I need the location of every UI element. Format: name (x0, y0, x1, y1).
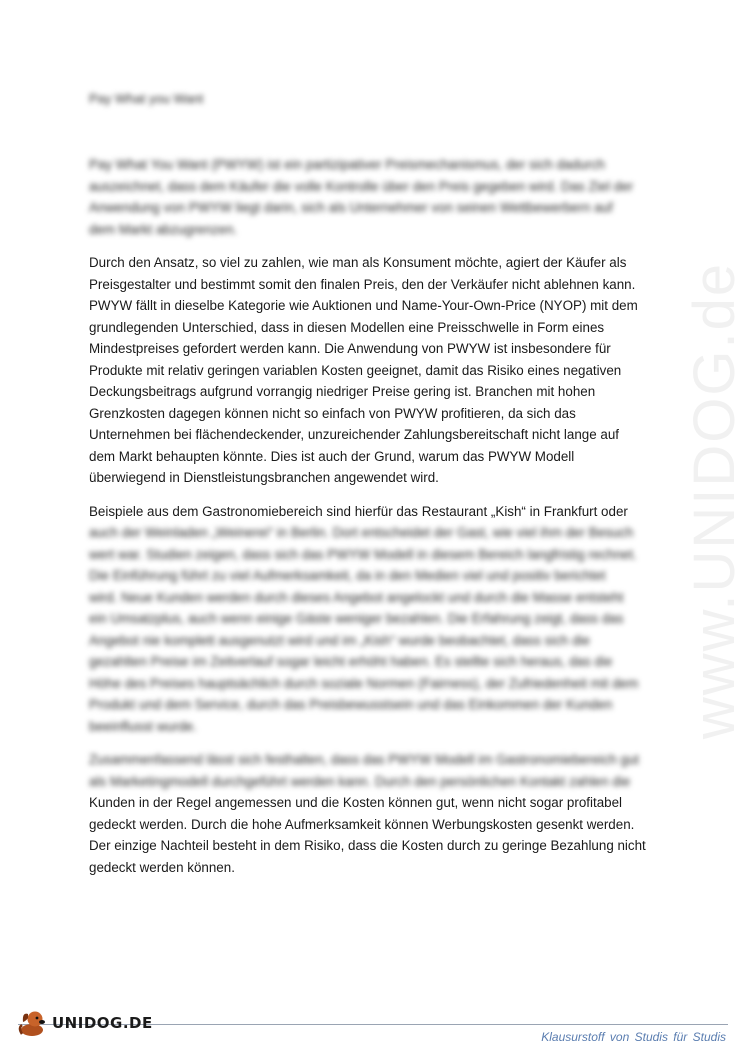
text-line: grundlegenden Unterschied, dass in diesen Modellen eine Preisschwelle in Form eines (89, 319, 605, 335)
text-line: Der einzige Nachteil besteht in dem Risiko, dass die Kosten durch zu geringe Bezahlung nicht (89, 838, 646, 853)
text-line: Kunden in der Regel angemessen und die Kosten können gut, wenn nicht sogar profitabel (89, 795, 623, 810)
document-heading: Pay What you Want (89, 91, 204, 106)
text-line: Mindestpreises gefordert werden kann. Die Anwendung von PWYW ist insbesondere für (89, 341, 611, 356)
text-line: gedeckt werden können. (89, 859, 235, 875)
watermark-text: www.UNIDOG.de (682, 261, 748, 739)
text-line: überwiegend in Dienstleistungsbranchen angewendet wird. (89, 470, 439, 485)
text-line: wird. Neue Kunden werden durch dieses Angebot angelockt und durch die Masse entsteht (89, 589, 624, 605)
text-line: PWYW fällt in dieselbe Kategorie wie Auktionen und Name-Your-Own-Price (NYOP) mit dem (89, 298, 638, 313)
text-line: wert war. Studien zeigen, dass sich das PWYW Modell in diesem Bereich langfristig rechnet. (89, 546, 637, 562)
text-line: beeinflusst wurde. (89, 718, 197, 734)
text-line: als Marketingmodell durchgeführt werden kann. Durch den persönlichen Kontakt zahlen die (89, 773, 631, 789)
unidog-logo (16, 1006, 153, 1040)
text-line: Preisgestalter und bestimmt somit den finalen Preis, den der Verkäufer nicht ablehnen kann. (89, 276, 636, 292)
paragraph-p2 (89, 252, 661, 489)
text-line: auszeichnet, dass dem Käufer die volle Kontrolle über den Preis gegeben wird. Das Ziel der (89, 178, 634, 194)
footer-slogan: Klausurstoff von Studis für Studis (541, 1030, 726, 1044)
watermark (640, 240, 750, 760)
logo-text: UNIDOG.DE (52, 1014, 153, 1032)
text-line: Beispiele aus dem Gastronomiebereich sind hierfür das Restaurant „Kish“ in Frankfurt oder (89, 503, 628, 519)
text-line: Die Einführung führt zu viel Aufmerksamkeit, da in den Medien viel und positiv berichtet (89, 568, 606, 583)
text-line: auch der Weinladen „Weinerei“ in Berlin. Dort entscheidet der Gast, wie viel ihm der Besuch (89, 525, 634, 540)
text-line: dem Markt behaupten könnte. Dies ist auch der Grund, warum das PWYW Modell (89, 448, 575, 464)
text-line: gezahlten Preise im Zeitverlauf sogar leicht erhöht haben. Es stellte sich heraus, das die (89, 654, 613, 669)
dog-icon (16, 1008, 50, 1038)
paragraph-p1 (89, 154, 661, 240)
text-line: Angebot nie komplett ausgenutzt wird und im „Kish“ wurde beobachtet, dass sich die (89, 632, 590, 648)
text-line: Unternehmen bei flächendeckender, unzureichender Zahlungsbereitschaft nicht lange auf (89, 427, 620, 442)
text-line: dem Markt abzugrenzen. (89, 221, 238, 237)
paragraph-p3 (89, 501, 661, 738)
text-line: Höhe des Preises hauptsächlich durch soziale Normen (Fairness), der Zufriedenheit mit dem (89, 675, 639, 691)
text-line: Pay What You Want (PWYW) ist ein partizipativer Preismechanismus, der sich dadurch (89, 157, 605, 172)
text-line: Anwendung von PWYW liegt darin, sich als Unternehmer von seinen Wettbewerbern auf (89, 200, 613, 215)
text-line: Deckungsbeitrags aufgrund vorrangig niedriger Preise gering ist. Branchen mit hohen (89, 384, 596, 399)
text-line: Produkte mit relativ geringen variablen Kosten geeignet, damit das Risiko eines negativen (89, 362, 622, 378)
text-line: ein Umsatzplus, auch wenn einige Gäste weniger bezahlen. Die Erfahrung zeigt, dass das (89, 611, 624, 626)
text-line: Produkt und dem Service, durch das Preisbewusstsein und das Einkommen der Kunden (89, 697, 613, 712)
paragraph-p4 (89, 749, 661, 878)
text-line: gedeckt werden. Durch die hohe Aufmerksamkeit können Werbungskosten gesenkt werden. (89, 816, 635, 832)
text-line: Zusammenfassend lässt sich festhalten, dass das PWYW Modell im Gastronomiebereich gut (89, 752, 639, 767)
text-line: Durch den Ansatz, so viel zu zahlen, wie man als Konsument möchte, agiert der Käufer als (89, 255, 627, 270)
document-body (89, 154, 661, 890)
text-line: Grenzkosten dagegen können nicht so einfach von PWYW profitieren, da sich das (89, 405, 576, 421)
